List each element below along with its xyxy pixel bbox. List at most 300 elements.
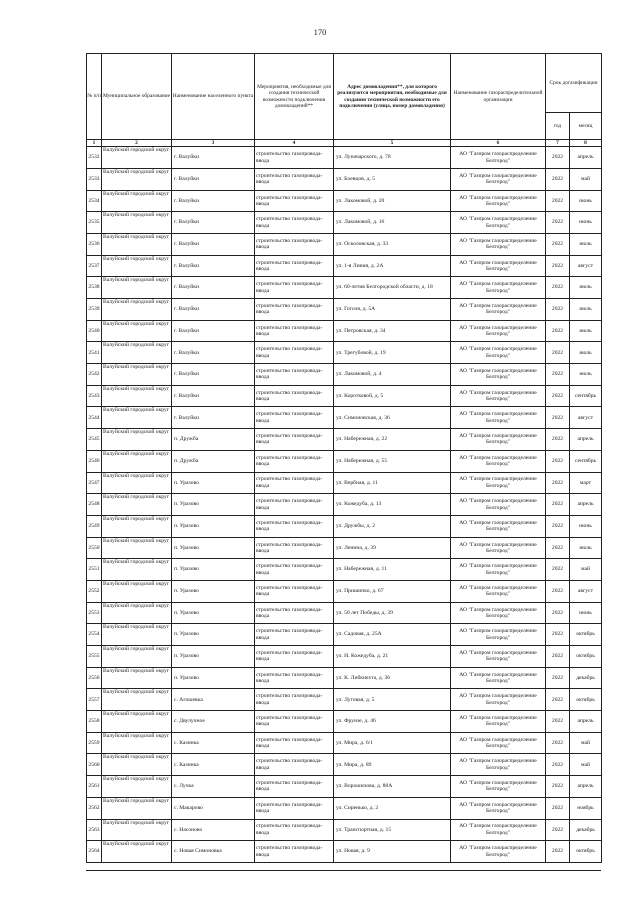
address-cell: ул. Садовая, д. 25А — [334, 624, 451, 646]
organization-cell: АО "Газпром газораспределение Белгород" — [451, 819, 546, 841]
year-cell: 2022 — [546, 168, 570, 190]
organization-cell: АО "Газпром газораспределение Белгород" — [451, 233, 546, 255]
row-number: 2541 — [87, 342, 102, 364]
row-number: 2546 — [87, 450, 102, 472]
municipality-cell: Валуйский городской округ — [102, 168, 172, 190]
month-cell: июнь — [570, 515, 602, 537]
month-cell: июль — [570, 364, 602, 386]
month-cell: июль — [570, 299, 602, 321]
table-row — [87, 797, 602, 819]
table-row — [87, 646, 602, 668]
year-cell: 2022 — [546, 472, 570, 494]
activity-cell: строительство газопровода-ввода — [255, 689, 334, 711]
row-number: 2537 — [87, 255, 102, 277]
month-cell: сентябрь — [570, 450, 602, 472]
header-month: месяц — [570, 113, 602, 140]
row-number: 2561 — [87, 776, 102, 798]
year-cell: 2022 — [546, 559, 570, 581]
row-number: 2563 — [87, 819, 102, 841]
municipality-cell: Валуйский городской округ — [102, 776, 172, 798]
municipality-cell: Валуйский городской округ — [102, 190, 172, 212]
col-number: 3 — [172, 140, 255, 147]
table-row — [87, 776, 602, 798]
organization-cell: АО "Газпром газораспределение Белгород" — [451, 797, 546, 819]
year-cell: 2022 — [546, 797, 570, 819]
row-number: 2536 — [87, 233, 102, 255]
table-row — [87, 472, 602, 494]
settlement-cell: с. Новая Симоновка — [172, 841, 255, 863]
settlement-cell: п. Уразово — [172, 472, 255, 494]
table-row — [87, 233, 602, 255]
row-number: 2550 — [87, 537, 102, 559]
activity-cell: строительство газопровода-ввода — [255, 515, 334, 537]
activity-cell: строительство газопровода-ввода — [255, 212, 334, 234]
month-cell: ноябрь — [570, 797, 602, 819]
address-cell: ул. Ленина, д. 39 — [334, 537, 451, 559]
year-cell: 2022 — [546, 147, 570, 169]
activity-cell: строительство газопровода-ввода — [255, 277, 334, 299]
table-row — [87, 494, 602, 516]
row-number: 2560 — [87, 754, 102, 776]
municipality-cell: Валуйский городской округ — [102, 602, 172, 624]
settlement-cell: п. Уразово — [172, 602, 255, 624]
year-cell: 2022 — [546, 732, 570, 754]
address-cell: ул. Симоновская, д. 36 — [334, 407, 451, 429]
month-cell: июль — [570, 537, 602, 559]
activity-cell: строительство газопровода-ввода — [255, 580, 334, 602]
table-row — [87, 190, 602, 212]
settlement-cell: п. Уразово — [172, 537, 255, 559]
settlement-cell: п. Уразово — [172, 559, 255, 581]
year-cell: 2022 — [546, 277, 570, 299]
organization-cell: АО "Газпром газораспределение Белгород" — [451, 429, 546, 451]
year-cell: 2022 — [546, 212, 570, 234]
table-row — [87, 580, 602, 602]
activity-cell: строительство газопровода-ввода — [255, 299, 334, 321]
table-row — [87, 450, 602, 472]
col-number: 8 — [570, 140, 602, 147]
table-body — [87, 147, 602, 863]
organization-cell: АО "Газпром газораспределение Белгород" — [451, 494, 546, 516]
settlement-cell: с. Лучка — [172, 776, 255, 798]
municipality-cell: Валуйский городской округ — [102, 212, 172, 234]
activity-cell: строительство газопровода-ввода — [255, 385, 334, 407]
table-row — [87, 385, 602, 407]
address-cell: ул. Боевцов, д. 5 — [334, 168, 451, 190]
row-number: 2533 — [87, 168, 102, 190]
municipality-cell: Валуйский городской округ — [102, 364, 172, 386]
row-number: 2545 — [87, 429, 102, 451]
organization-cell: АО "Газпром газораспределение Белгород" — [451, 515, 546, 537]
table-row — [87, 819, 602, 841]
activity-cell: строительство газопровода-ввода — [255, 732, 334, 754]
address-cell: ул. Лакомовой, д. 4 — [334, 364, 451, 386]
activity-cell: строительство газопровода-ввода — [255, 776, 334, 798]
header-deadline: Срок догазификации — [546, 54, 602, 113]
municipality-cell: Валуйский городской округ — [102, 472, 172, 494]
year-cell: 2022 — [546, 841, 570, 863]
header-settlement: Наименование населенного пункта — [172, 54, 255, 140]
month-cell: октябрь — [570, 624, 602, 646]
year-cell: 2022 — [546, 299, 570, 321]
settlement-cell: с. Макарово — [172, 797, 255, 819]
municipality-cell: Валуйский городской округ — [102, 841, 172, 863]
month-cell: июнь — [570, 212, 602, 234]
organization-cell: АО "Газпром газораспределение Белгород" — [451, 342, 546, 364]
address-cell: ул. Лакомовой, д. 16 — [334, 212, 451, 234]
month-cell: октябрь — [570, 689, 602, 711]
year-cell: 2022 — [546, 776, 570, 798]
month-cell: апрель — [570, 147, 602, 169]
organization-cell: АО "Газпром газораспределение Белгород" — [451, 580, 546, 602]
activity-cell: строительство газопровода-ввода — [255, 472, 334, 494]
year-cell: 2022 — [546, 602, 570, 624]
organization-cell: АО "Газпром газораспределение Белгород" — [451, 385, 546, 407]
row-number: 2564 — [87, 841, 102, 863]
page-number: 170 — [313, 27, 327, 37]
table-row — [87, 602, 602, 624]
settlement-cell: г. Валуйки — [172, 407, 255, 429]
table-row — [87, 407, 602, 429]
settlement-cell: г. Валуйки — [172, 277, 255, 299]
settlement-cell: г. Валуйки — [172, 364, 255, 386]
address-cell: ул. 1-я Линия, д. 2А — [334, 255, 451, 277]
municipality-cell: Валуйский городской округ — [102, 797, 172, 819]
month-cell: май — [570, 732, 602, 754]
year-cell: 2022 — [546, 385, 570, 407]
organization-cell: АО "Газпром газораспределение Белгород" — [451, 732, 546, 754]
gasification-table — [86, 53, 602, 863]
month-cell: апрель — [570, 429, 602, 451]
col-number: 7 — [546, 140, 570, 147]
row-number: 2539 — [87, 299, 102, 321]
table-row — [87, 537, 602, 559]
col-number: 6 — [451, 140, 546, 147]
year-cell: 2022 — [546, 689, 570, 711]
month-cell: май — [570, 168, 602, 190]
address-cell: ул. Кожедуба, д. 13 — [334, 494, 451, 516]
year-cell: 2022 — [546, 624, 570, 646]
header-activity: Мероприятия, необходимые для создания технической возможности подключения домовладений** — [255, 54, 334, 140]
month-cell: август — [570, 255, 602, 277]
organization-cell: АО "Газпром газораспределение Белгород" — [451, 277, 546, 299]
organization-cell: АО "Газпром газораспределение Белгород" — [451, 646, 546, 668]
row-number: 2547 — [87, 472, 102, 494]
row-number: 2557 — [87, 689, 102, 711]
year-cell: 2022 — [546, 580, 570, 602]
table-row — [87, 559, 602, 581]
settlement-cell: с. Насоново — [172, 819, 255, 841]
municipality-cell: Валуйский городской округ — [102, 667, 172, 689]
activity-cell: строительство газопровода-ввода — [255, 819, 334, 841]
municipality-cell: Валуйский городской округ — [102, 646, 172, 668]
month-cell: март — [570, 472, 602, 494]
organization-cell: АО "Газпром газораспределение Белгород" — [451, 624, 546, 646]
address-cell: ул. Луговая, д. 5 — [334, 689, 451, 711]
address-cell: ул. Набережная, д. 11 — [334, 559, 451, 581]
organization-cell: АО "Газпром газораспределение Белгород" — [451, 364, 546, 386]
row-number: 2549 — [87, 515, 102, 537]
table-row — [87, 342, 602, 364]
year-cell: 2022 — [546, 754, 570, 776]
municipality-cell: Валуйский городской округ — [102, 624, 172, 646]
settlement-cell: п. Дружба — [172, 450, 255, 472]
table-row — [87, 364, 602, 386]
address-cell: ул. Вербная, д. 11 — [334, 472, 451, 494]
year-cell: 2022 — [546, 819, 570, 841]
col-number: 5 — [334, 140, 451, 147]
row-number: 2548 — [87, 494, 102, 516]
settlement-cell: г. Валуйки — [172, 233, 255, 255]
organization-cell: АО "Газпром газораспределение Белгород" — [451, 602, 546, 624]
settlement-cell: г. Валуйки — [172, 168, 255, 190]
activity-cell: строительство газопровода-ввода — [255, 233, 334, 255]
header-org: Наименование газораспределительной организации — [451, 54, 546, 140]
municipality-cell: Валуйский городской округ — [102, 342, 172, 364]
activity-cell: строительство газопровода-ввода — [255, 494, 334, 516]
month-cell: декабрь — [570, 819, 602, 841]
table-row — [87, 255, 602, 277]
settlement-cell: п. Уразово — [172, 646, 255, 668]
table-row — [87, 212, 602, 234]
header-municipality: Муниципальное образование — [102, 54, 172, 140]
organization-cell: АО "Газпром газораспределение Белгород" — [451, 776, 546, 798]
activity-cell: строительство газопровода-ввода — [255, 364, 334, 386]
organization-cell: АО "Газпром газораспределение Белгород" — [451, 559, 546, 581]
address-cell: ул. Осколовская, д. 33 — [334, 233, 451, 255]
organization-cell: АО "Газпром газораспределение Белгород" — [451, 147, 546, 169]
municipality-cell: Валуйский городской округ — [102, 732, 172, 754]
settlement-cell: п. Уразово — [172, 515, 255, 537]
activity-cell: строительство газопровода-ввода — [255, 147, 334, 169]
activity-cell: строительство газопровода-ввода — [255, 797, 334, 819]
year-cell: 2022 — [546, 711, 570, 733]
settlement-cell: п. Уразово — [172, 667, 255, 689]
year-cell: 2022 — [546, 190, 570, 212]
activity-cell: строительство газопровода-ввода — [255, 711, 334, 733]
row-number: 2558 — [87, 711, 102, 733]
organization-cell: АО "Газпром газораспределение Белгород" — [451, 320, 546, 342]
settlement-cell: п. Уразово — [172, 624, 255, 646]
settlement-cell: г. Валуйки — [172, 212, 255, 234]
settlement-cell: г. Валуйки — [172, 147, 255, 169]
activity-cell: строительство газопровода-ввода — [255, 646, 334, 668]
activity-cell: строительство газопровода-ввода — [255, 255, 334, 277]
municipality-cell: Валуйский городской округ — [102, 450, 172, 472]
table-row — [87, 277, 602, 299]
activity-cell: строительство газопровода-ввода — [255, 559, 334, 581]
municipality-cell: Валуйский городской округ — [102, 537, 172, 559]
table-row — [87, 320, 602, 342]
settlement-cell: с. Двулучное — [172, 711, 255, 733]
table-row — [87, 429, 602, 451]
organization-cell: АО "Газпром газораспределение Белгород" — [451, 212, 546, 234]
month-cell: июль — [570, 342, 602, 364]
row-number: 2551 — [87, 559, 102, 581]
address-cell: ул. Транспортная, д. 15 — [334, 819, 451, 841]
settlement-cell: с. Казинка — [172, 754, 255, 776]
settlement-cell: п. Уразово — [172, 494, 255, 516]
organization-cell: АО "Газпром газораспределение Белгород" — [451, 407, 546, 429]
row-number: 2535 — [87, 212, 102, 234]
row-number: 2540 — [87, 320, 102, 342]
row-number: 2542 — [87, 364, 102, 386]
month-cell: апрель — [570, 711, 602, 733]
organization-cell: АО "Газпром газораспределение Белгород" — [451, 450, 546, 472]
organization-cell: АО "Газпром газораспределение Белгород" — [451, 299, 546, 321]
settlement-cell: с. Казинка — [172, 732, 255, 754]
address-cell: ул. Пришипко, д. 67 — [334, 580, 451, 602]
address-cell: ул. Новая, д. 9 — [334, 841, 451, 863]
address-cell: ул. Луначарского, д. 78 — [334, 147, 451, 169]
month-cell: май — [570, 754, 602, 776]
month-cell: декабрь — [570, 667, 602, 689]
year-cell: 2022 — [546, 407, 570, 429]
organization-cell: АО "Газпром газораспределение Белгород" — [451, 711, 546, 733]
row-number: 2553 — [87, 602, 102, 624]
address-cell: ул. Ворошилова, д. 88А — [334, 776, 451, 798]
activity-cell: строительство газопровода-ввода — [255, 537, 334, 559]
municipality-cell: Валуйский городской округ — [102, 385, 172, 407]
row-number: 2544 — [87, 407, 102, 429]
activity-cell: строительство газопровода-ввода — [255, 450, 334, 472]
municipality-cell: Валуйский городской округ — [102, 233, 172, 255]
table-row — [87, 299, 602, 321]
settlement-cell: п. Дружба — [172, 429, 255, 451]
address-cell: ул. Коротковой, д. 5 — [334, 385, 451, 407]
month-cell: июль — [570, 277, 602, 299]
month-cell: август — [570, 580, 602, 602]
municipality-cell: Валуйский городской округ — [102, 494, 172, 516]
address-cell: ул. 60-летия Белгородской области, д. 18 — [334, 277, 451, 299]
year-cell: 2022 — [546, 342, 570, 364]
col-number: 1 — [87, 140, 102, 147]
settlement-cell: г. Валуйки — [172, 342, 255, 364]
year-cell: 2022 — [546, 429, 570, 451]
month-cell: октябрь — [570, 646, 602, 668]
year-cell: 2022 — [546, 667, 570, 689]
settlement-cell: г. Валуйки — [172, 320, 255, 342]
activity-cell: строительство газопровода-ввода — [255, 841, 334, 863]
address-cell: ул. И. Кожедуба, д. 21 — [334, 646, 451, 668]
municipality-cell: Валуйский городской округ — [102, 689, 172, 711]
year-cell: 2022 — [546, 450, 570, 472]
organization-cell: АО "Газпром газораспределение Белгород" — [451, 689, 546, 711]
table-row — [87, 754, 602, 776]
address-cell: ул. Лакомовой, д. 20 — [334, 190, 451, 212]
page-bottom-rule — [86, 870, 601, 871]
municipality-cell: Валуйский городской округ — [102, 255, 172, 277]
address-cell: ул. 50 лет Победы, д. 39 — [334, 602, 451, 624]
municipality-cell: Валуйский городской округ — [102, 147, 172, 169]
row-number: 2554 — [87, 624, 102, 646]
municipality-cell: Валуйский городской округ — [102, 320, 172, 342]
year-cell: 2022 — [546, 494, 570, 516]
municipality-cell: Валуйский городской округ — [102, 299, 172, 321]
month-cell: май — [570, 559, 602, 581]
month-cell: апрель — [570, 776, 602, 798]
municipality-cell: Валуйский городской округ — [102, 580, 172, 602]
year-cell: 2022 — [546, 364, 570, 386]
municipality-cell: Валуйский городской округ — [102, 819, 172, 841]
municipality-cell: Валуйский городской округ — [102, 754, 172, 776]
month-cell: июль — [570, 233, 602, 255]
row-number: 2538 — [87, 277, 102, 299]
settlement-cell: г. Валуйки — [172, 299, 255, 321]
month-cell: октябрь — [570, 841, 602, 863]
municipality-cell: Валуйский городской округ — [102, 711, 172, 733]
header-no: № п/п — [87, 54, 102, 140]
col-number: 2 — [102, 140, 172, 147]
organization-cell: АО "Газпром газораспределение Белгород" — [451, 841, 546, 863]
address-cell: ул. Дружбы, д. 2 — [334, 515, 451, 537]
address-cell: ул. Фрунзе, д. 46 — [334, 711, 451, 733]
address-cell: ул. Гоголя, д. 5А — [334, 299, 451, 321]
address-cell: ул. Сиренько, д. 2 — [334, 797, 451, 819]
address-cell: ул. Трегубовой, д. 19 — [334, 342, 451, 364]
month-cell: июль — [570, 320, 602, 342]
month-cell: июнь — [570, 602, 602, 624]
organization-cell: АО "Газпром газораспределение Белгород" — [451, 537, 546, 559]
address-cell: ул. Петровская, д. 34 — [334, 320, 451, 342]
address-cell: ул. Мира, д. 6/1 — [334, 732, 451, 754]
month-cell: сентябрь — [570, 385, 602, 407]
activity-cell: строительство газопровода-ввода — [255, 624, 334, 646]
table-row — [87, 711, 602, 733]
organization-cell: АО "Газпром газораспределение Белгород" — [451, 472, 546, 494]
row-number: 2543 — [87, 385, 102, 407]
table-row — [87, 841, 602, 863]
table-row — [87, 667, 602, 689]
organization-cell: АО "Газпром газораспределение Белгород" — [451, 754, 546, 776]
activity-cell: строительство газопровода-ввода — [255, 407, 334, 429]
row-number: 2556 — [87, 667, 102, 689]
table-row — [87, 689, 602, 711]
row-number: 2532 — [87, 147, 102, 169]
address-cell: ул. Набережная, д. 55 — [334, 450, 451, 472]
activity-cell: строительство газопровода-ввода — [255, 342, 334, 364]
year-cell: 2022 — [546, 233, 570, 255]
activity-cell: строительство газопровода-ввода — [255, 429, 334, 451]
year-cell: 2022 — [546, 515, 570, 537]
row-number: 2552 — [87, 580, 102, 602]
municipality-cell: Валуйский городской округ — [102, 429, 172, 451]
address-cell: ул. К. Либкнехта, д. 36 — [334, 667, 451, 689]
activity-cell: строительство газопровода-ввода — [255, 320, 334, 342]
table-row — [87, 515, 602, 537]
row-number: 2555 — [87, 646, 102, 668]
row-number: 2559 — [87, 732, 102, 754]
header-address: Адрес домовладения**, для которого реализуются мероприятия, необходимые для создания технической возможности его подключения (улица, номер домовладения) — [334, 54, 451, 140]
organization-cell: АО "Газпром газораспределение Белгород" — [451, 667, 546, 689]
table-row — [87, 147, 602, 169]
organization-cell: АО "Газпром газораспределение Белгород" — [451, 190, 546, 212]
table-row — [87, 168, 602, 190]
month-cell: август — [570, 407, 602, 429]
municipality-cell: Валуйский городской округ — [102, 559, 172, 581]
table-row — [87, 732, 602, 754]
activity-cell: строительство газопровода-ввода — [255, 190, 334, 212]
table-row — [87, 624, 602, 646]
col-number: 4 — [255, 140, 334, 147]
settlement-cell: г. Валуйки — [172, 385, 255, 407]
row-number: 2562 — [87, 797, 102, 819]
address-cell: ул. Мира, д. 89 — [334, 754, 451, 776]
settlement-cell: г. Валуйки — [172, 190, 255, 212]
municipality-cell: Валуйский городской округ — [102, 515, 172, 537]
activity-cell: строительство газопровода-ввода — [255, 754, 334, 776]
header-year: год — [546, 113, 570, 140]
